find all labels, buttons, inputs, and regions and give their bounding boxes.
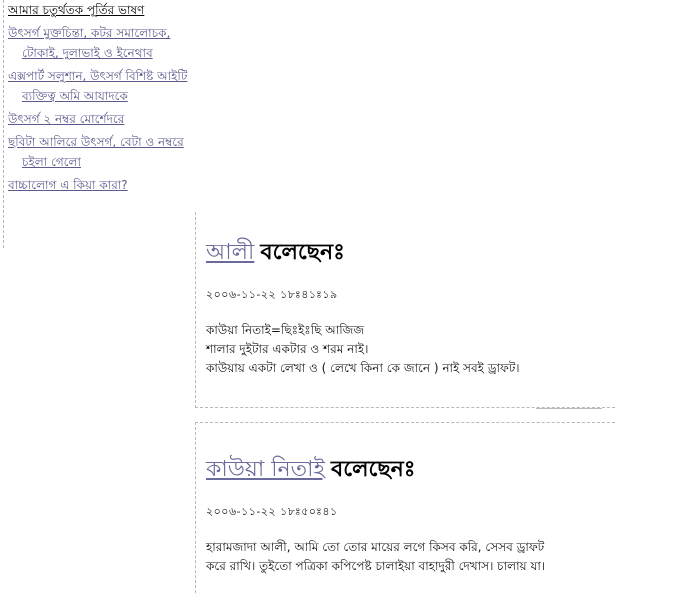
comment-text-line: কাউয়ায় একটা লেখা ও ( লেখে কিনা কে জানে ) নাই সবই ড্রাফট। xyxy=(206,361,520,375)
sidebar-item-post[interactable]: ছবিটা আলিরে উৎসর্গ, বেটা ও নম্বরে চইলা গেলো xyxy=(8,135,184,169)
comment xyxy=(195,212,615,408)
comment-author-link[interactable]: আলী xyxy=(206,240,255,265)
comment-author-link[interactable]: কাউয়া নিতাই xyxy=(206,457,325,482)
comment-header xyxy=(206,423,615,485)
divider xyxy=(536,408,602,409)
comment-text-line: হারামজাদা আলী, আমি তো তোর মায়ের লগে কিসব করি, সেসব ড্রাফট xyxy=(206,540,545,554)
comment-timestamp: ২০০৬-১১-২২ ১৮ঃ৫০ঃ৪১ xyxy=(206,505,338,518)
comment-timestamp: ২০০৬-১১-২২ ১৮ঃ৪১ঃ১৯ xyxy=(206,288,338,301)
comment-body xyxy=(206,538,615,576)
comment-text-line: করে রাখি। তুইতো পত্রিকা কপিপেষ্ট চালাইয়া বাহাদুরী দেখাস। চালায় যা। xyxy=(206,559,546,573)
comment-said-label: বলেছেনঃ xyxy=(260,240,345,265)
sidebar-item-current-post[interactable]: আমার চতুর্থতক পূর্তির ভাষণ xyxy=(8,3,145,17)
sidebar-post-list xyxy=(3,0,194,248)
comment-header xyxy=(206,212,615,268)
comment-text-line: কাউয়া নিতাই=ছিঃইঃছি আজিজ xyxy=(206,323,365,337)
comment-said-label: বলেছেনঃ xyxy=(331,457,416,482)
sidebar-item-post[interactable]: উৎসর্গ মুক্তচিন্তা, কটর সমালোচক, টোকাই, দুলাভাই ও ইনেথাব xyxy=(8,26,171,60)
comment xyxy=(195,422,615,593)
comment-list xyxy=(195,212,615,593)
sidebar-item-post[interactable]: বাচ্চালোগ এ কিয়া কারা? xyxy=(8,178,128,192)
sidebar-item-post[interactable]: উৎসর্গ ২ নম্বর মোর্শেদরে xyxy=(8,112,125,126)
comment-body xyxy=(206,321,615,378)
comment-text-line: শালার দুইটার একটার ও শরম নাই। xyxy=(206,342,369,356)
sidebar-item-post[interactable]: এক্সপার্ট সলুশান, উৎসর্গ বিশিষ্ট আইটি ব্যক্তিত্ব অমি আযাদকে xyxy=(8,69,188,103)
